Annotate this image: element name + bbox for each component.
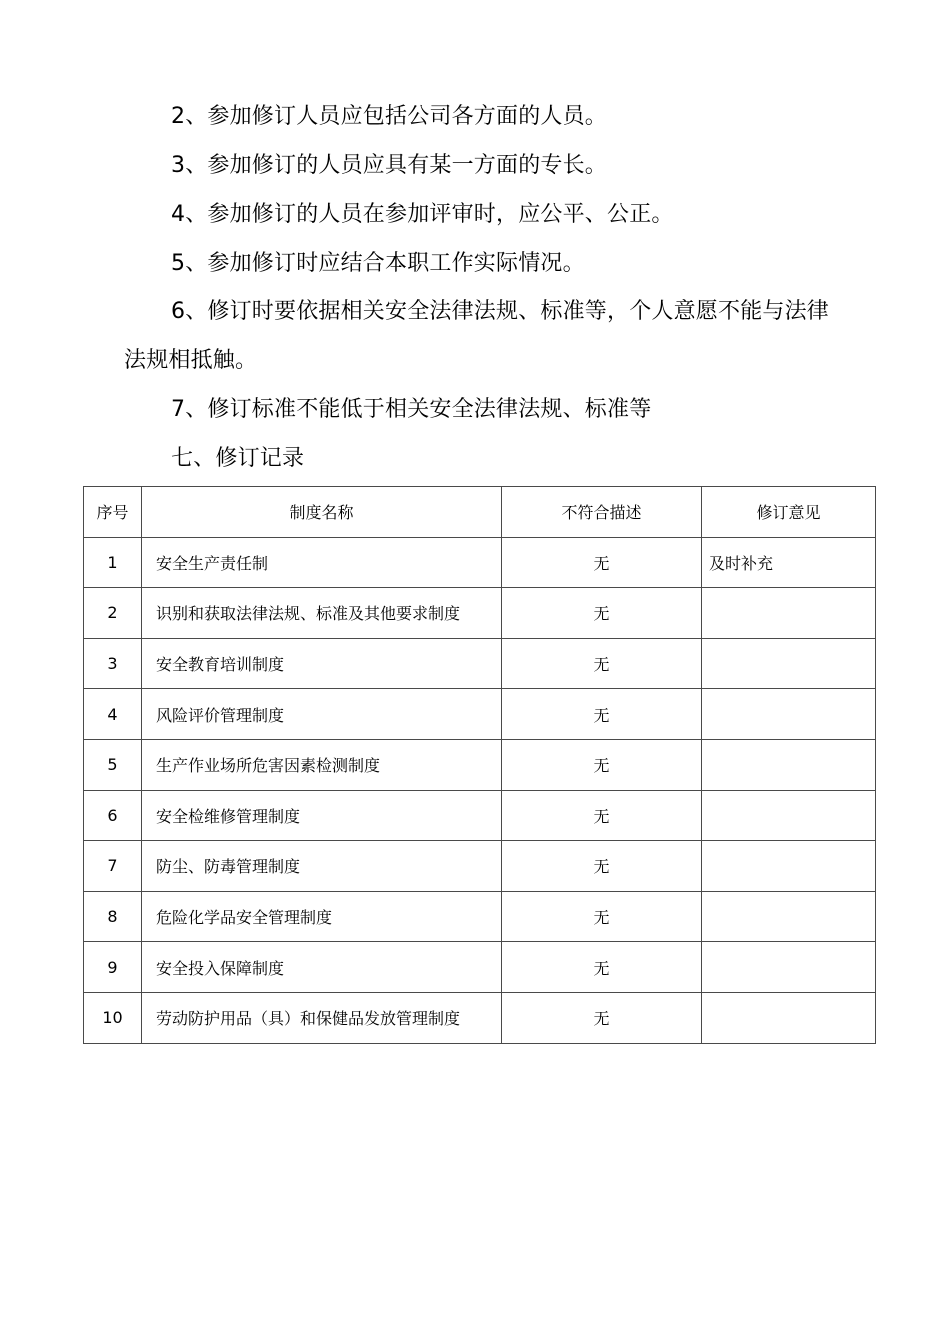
row-number: 9 bbox=[84, 942, 142, 993]
table-row bbox=[84, 891, 876, 942]
table-row bbox=[84, 638, 876, 689]
row-nonconformity: 无 bbox=[502, 891, 702, 942]
table-row bbox=[84, 537, 876, 588]
row-nonconformity: 无 bbox=[502, 841, 702, 892]
row-system-name: 安全教育培训制度 bbox=[142, 638, 502, 689]
row-revision-opinion bbox=[702, 942, 876, 993]
row-revision-opinion bbox=[702, 841, 876, 892]
row-revision-opinion bbox=[702, 638, 876, 689]
row-number: 7 bbox=[84, 841, 142, 892]
row-system-name: 安全投入保障制度 bbox=[142, 942, 502, 993]
paragraph-item-2: 2、参加修订人员应包括公司各方面的人员。 bbox=[171, 104, 607, 129]
row-nonconformity: 无 bbox=[502, 739, 702, 790]
table-row bbox=[84, 992, 876, 1043]
row-system-name: 危险化学品安全管理制度 bbox=[142, 891, 502, 942]
table-row bbox=[84, 942, 876, 993]
row-nonconformity: 无 bbox=[502, 992, 702, 1043]
row-system-name: 风险评价管理制度 bbox=[142, 689, 502, 740]
row-number: 2 bbox=[84, 588, 142, 639]
row-revision-opinion bbox=[702, 588, 876, 639]
row-revision-opinion bbox=[702, 891, 876, 942]
table-row bbox=[84, 588, 876, 639]
paragraph-item-7: 7、修订标准不能低于相关安全法律法规、标准等 bbox=[171, 397, 652, 422]
row-number: 6 bbox=[84, 790, 142, 841]
header-nonconformity: 不符合描述 bbox=[502, 487, 702, 538]
row-revision-opinion bbox=[702, 739, 876, 790]
table-row bbox=[84, 739, 876, 790]
row-number: 8 bbox=[84, 891, 142, 942]
row-nonconformity: 无 bbox=[502, 638, 702, 689]
row-system-name: 识别和获取法律法规、标准及其他要求制度 bbox=[142, 588, 502, 639]
row-revision-opinion bbox=[702, 689, 876, 740]
row-system-name: 生产作业场所危害因素检测制度 bbox=[142, 739, 502, 790]
row-number: 5 bbox=[84, 739, 142, 790]
row-nonconformity: 无 bbox=[502, 942, 702, 993]
row-revision-opinion bbox=[702, 992, 876, 1043]
row-revision-opinion bbox=[702, 790, 876, 841]
row-nonconformity: 无 bbox=[502, 588, 702, 639]
row-system-name: 防尘、防毒管理制度 bbox=[142, 841, 502, 892]
row-number: 3 bbox=[84, 638, 142, 689]
header-revision-opinion: 修订意见 bbox=[702, 487, 876, 538]
paragraph-item-6: 6、修订时要依据相关安全法律法规、标准等，个人意愿不能与法律 bbox=[171, 299, 829, 324]
header-serial-number: 序号 bbox=[84, 487, 142, 538]
row-revision-opinion: 及时补充 bbox=[702, 537, 876, 588]
table-row bbox=[84, 790, 876, 841]
revision-record-table bbox=[83, 486, 876, 1044]
row-system-name: 劳动防护用品（具）和保健品发放管理制度 bbox=[142, 992, 502, 1043]
table-row bbox=[84, 841, 876, 892]
paragraph-item-5: 5、参加修订时应结合本职工作实际情况。 bbox=[171, 251, 585, 276]
row-number: 4 bbox=[84, 689, 142, 740]
table-header-row bbox=[84, 487, 876, 538]
row-number: 10 bbox=[84, 992, 142, 1043]
row-system-name: 安全检维修管理制度 bbox=[142, 790, 502, 841]
row-nonconformity: 无 bbox=[502, 790, 702, 841]
paragraph-item-4: 4、参加修订的人员在参加评审时，应公平、公正。 bbox=[171, 202, 674, 227]
header-system-name: 制度名称 bbox=[142, 487, 502, 538]
row-nonconformity: 无 bbox=[502, 537, 702, 588]
row-number: 1 bbox=[84, 537, 142, 588]
row-nonconformity: 无 bbox=[502, 689, 702, 740]
paragraph-item-6-continued: 法规相抵触。 bbox=[124, 348, 258, 373]
row-system-name: 安全生产责任制 bbox=[142, 537, 502, 588]
table-row bbox=[84, 689, 876, 740]
paragraph-item-3: 3、参加修订的人员应具有某一方面的专长。 bbox=[171, 153, 607, 178]
section-heading: 七、修订记录 bbox=[171, 446, 305, 471]
